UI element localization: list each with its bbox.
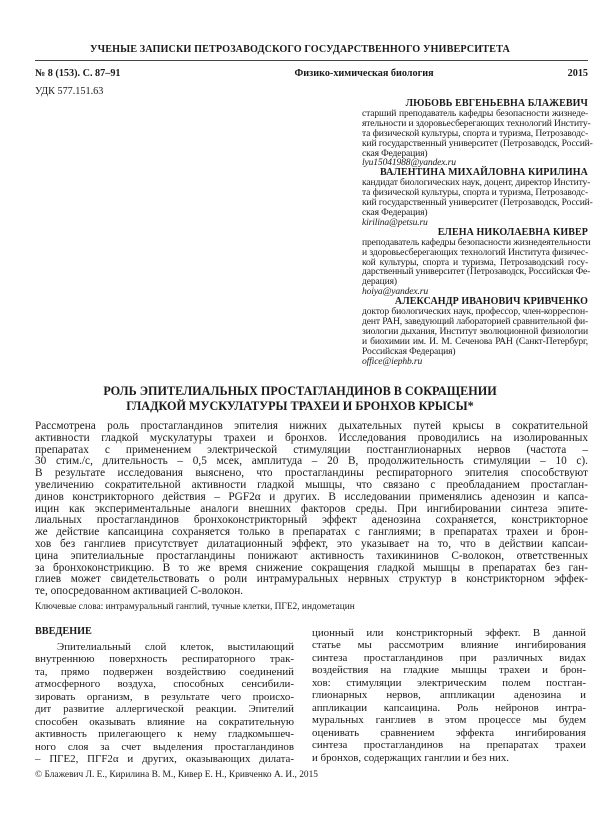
author-affiliation-line: та физической культуры, спорта и туризма, Петрозаводс- [362, 127, 588, 139]
abstract-line: те, опосредованном активацией С-волокон. [35, 585, 244, 598]
abstract-line: активности гладкой мускулатуры трахеи и бронхов. Исследования проводились на изолированных [35, 431, 588, 444]
body-line: оценивать сравнением эффекта ингибирования [312, 726, 586, 739]
author-affiliation-line: дарственный университет (Петрозаводск, Российская Фе- [362, 266, 591, 278]
body-line: муральных ганглиев в этом процессе мы будем [312, 714, 586, 727]
body-line: ционный или констрикторный эффект. В данной [312, 627, 586, 639]
author-affiliation-line: доктор биологических наук, профессор, член-корреспон- [362, 306, 588, 318]
abstract-line: ицин как экспериментальные аналоги внешних факторов среды. При ингибировании синтеза эпите- [35, 502, 588, 515]
body-line: хов: стимуляции электрическим полем постган- [312, 676, 586, 689]
abstract-line: же действие капсаицина сохраняется только в препаратах с ганглиями; в препаратах трахеи и брон- [35, 526, 588, 539]
body-line: та, прямо подвержен воздействию соединений [35, 665, 294, 678]
author-affiliation-line: и здоровьесберегающих технологий Института физичес- [362, 246, 588, 258]
author-affiliation-line: ятельности и здоровьесберегающих технологий Институ- [362, 117, 591, 129]
author-affiliation-line: Российская Федерация) [362, 345, 456, 357]
body-line: способен оказывать влияние на сократительную [35, 715, 294, 728]
author-affiliation-line: та физической культуры, спорта и туризма, Петрозаводс- [362, 187, 588, 199]
body-line: атмосферного воздуха, способных сенсибили- [35, 678, 294, 691]
abstract-line: В результате исследования выяснено, что простагландины респираторного эпителия способствуют [35, 467, 588, 480]
abstract-line: цина эпителиальные простагландины понижают активность тахикининов С-волокон, ответственных [35, 549, 588, 562]
author-affiliation-line: ская Федерация) [362, 206, 428, 218]
body-line: – ПГЕ2, ПГF2α и других, оказывающих дилата- [35, 753, 294, 766]
abstract [35, 421, 588, 598]
author-affiliation-line: кандидат биологических наук, доцент, директор Институ- [362, 177, 591, 189]
author-entry [362, 98, 593, 169]
abstract-line: препаратах с применением электрической стимуляции постганглионарных нервов (частота – [35, 443, 588, 456]
author-affiliation-line: преподаватель кафедры безопасности жизнедеятельности [362, 236, 591, 248]
author-affiliation-line: дерация) [362, 276, 397, 288]
author-name: ЕЛЕНА НИКОЛАЕВНА КИВЕР [437, 226, 588, 238]
author-name: ЛЮБОВЬ ЕВГЕНЬЕВНА БЛАЖЕВИЧ [405, 98, 588, 109]
author-affiliation-line: зиологии дыхания, Институт эволюционной физиологии [362, 325, 588, 337]
author-email[interactable]: hoiya@yandex.ru [362, 286, 428, 298]
column-left [35, 641, 294, 766]
abstract-line: Рассмотрена роль простагландинов эпителия нижних дыхательных путей крысы в сократительной [35, 420, 588, 432]
authors-block [362, 98, 593, 367]
body-line: синтеза простагландинов при различных видах [312, 651, 586, 664]
author-entry [362, 226, 591, 298]
author-affiliation-line: и биохимии им. И. М. Сеченова РАН (Санкт-Петербург, [362, 335, 588, 347]
author-affiliation-line: старший преподаватель кафедры безопасности жизнеде- [362, 107, 588, 119]
section-heading: ВВЕДЕНИЕ [35, 626, 92, 637]
author-name: АЛЕКСАНДР ИВАНОВИЧ КРИВЧЕНКО [394, 296, 588, 308]
article-title [0, 384, 600, 414]
rubric: Физико-химическая биология [294, 68, 434, 79]
abstract-line: хов без ганглиев присутствует дилатационный эффект, это указывает на то, что в действии капсаи- [35, 537, 588, 550]
author-affiliation-line: кий государственный университет (Петрозаводск, Россий- [362, 137, 593, 149]
body-line: ного слоя за счет выделения простагландинов [35, 740, 294, 753]
body-line: воздействия на гладкие мышцы трахеи и брон- [312, 664, 586, 677]
journal-title: УЧЕНЫЕ ЗАПИСКИ ПЕТРОЗАВОДСКОГО ГОСУДАРСТВЕННОГО УНИВЕРСИТЕТА [90, 44, 510, 55]
body-line: внутреннюю поверхность респираторного трак- [35, 653, 294, 666]
title-line: ГЛАДКОЙ МУСКУЛАТУРЫ ТРАХЕИ И БРОНХОВ КРЫСЫ* [126, 399, 474, 413]
author-email[interactable]: kirilina@petsu.ru [362, 216, 428, 228]
author-affiliation-line: ская Федерация) [362, 147, 428, 159]
author-entry [362, 297, 588, 366]
body-line: глионарных нервов, аппликации аденозина и [312, 689, 586, 702]
keywords: Ключевые слова: интрамуральный ганглий, тучные клетки, ПГЕ2, индометацин [35, 602, 355, 612]
author-affiliation-line: кой культуры, спорта и туризма, Петрозаводский госу- [362, 256, 588, 268]
abstract-line: глиев может свидетельствовать о роли интрамуральных нервных структур в констрикторном эффек- [35, 573, 588, 586]
author-affiliation-line: кий государственный университет (Петрозаводск, Россий- [362, 197, 593, 209]
abstract-line: динов констрикторного действия – PGF2α и других. В исследовании применялись аденозин и капса- [35, 490, 588, 503]
body-line: аппликации капсаицина. Роль нейронов интра- [312, 701, 586, 714]
body-line: и бронхов, содержащих ганглии и без них. [312, 751, 510, 764]
author-email[interactable]: office@iephb.ru [362, 355, 423, 367]
body-line: зировать организм, в результате чего происхо- [35, 690, 294, 703]
year: 2015 [567, 68, 588, 79]
issue-number: № 8 (153). С. 87–91 [35, 68, 121, 79]
header-rule [35, 60, 588, 61]
copyright: © Блажевич Л. Е., Кирилина В. М., Кивер Е. Н., Кривченко А. И., 2015 [35, 770, 318, 780]
author-email[interactable]: lyu15041988@yandex.ru [362, 157, 456, 169]
body-line: синтеза простагландинов на препаратах трахеи [312, 739, 586, 752]
issue-row [35, 68, 588, 79]
body-line: дит развитие аллергической реакции. Эпителий [35, 703, 294, 716]
abstract-line: 30 стим./с, длительность – 0,5 мсек, амплитуда – 20 В, продолжительность стимуляции – 10 с). [35, 455, 588, 468]
body-line: статье мы рассмотрим влияние ингибирования [312, 639, 586, 652]
abstract-line: увеличению сократительной активности гладкой мышцы, что связано с преобладанием простаглан- [35, 478, 588, 491]
author-entry [362, 167, 593, 228]
author-affiliation-line: дент РАН, заведующий лабораторией сравнительной фи- [362, 315, 588, 327]
title-line: РОЛЬ ЭПИТЕЛИАЛЬНЫХ ПРОСТАГЛАНДИНОВ В СОКРАЩЕНИИ [103, 384, 497, 398]
abstract-line: за бронхоконстрикцию. В то же время снижение сокращения гладкой мышцы в препаратах без ган- [35, 561, 588, 574]
udk: УДК 577.151.63 [35, 86, 104, 97]
abstract-line: лиальных простагландинов бронхоконстрикторный эффект аденозина сохраняется, констрикторное [35, 514, 588, 527]
author-name: ВАЛЕНТИНА МИХАЙЛОВНА КИРИЛИНА [380, 167, 588, 179]
body-line: активность прилегающего к нему гладкомышеч- [35, 728, 294, 741]
column-right [312, 627, 586, 764]
body-line: Эпителиальный слой клеток, выстилающий [57, 641, 294, 653]
